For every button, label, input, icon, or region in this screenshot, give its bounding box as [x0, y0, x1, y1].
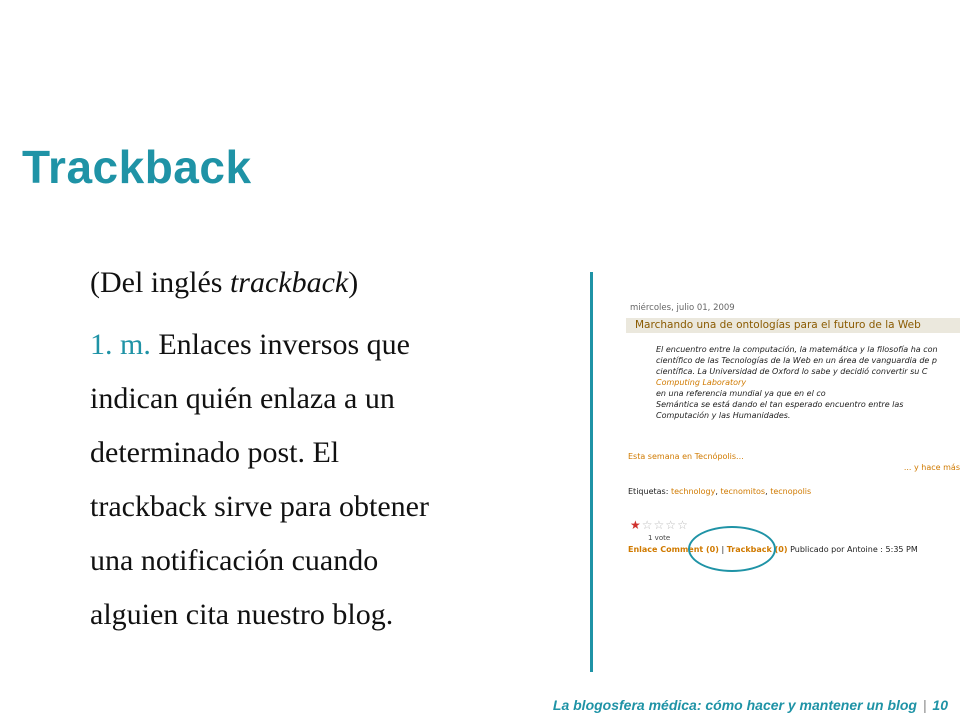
vertical-divider: [590, 272, 593, 672]
trackback-highlight-circle: [688, 526, 776, 572]
excerpt-line: Semántica se está dando el tan esperado encuentro entre las: [656, 400, 904, 409]
rating-stars[interactable]: [630, 519, 688, 531]
post-title-bar: [626, 318, 960, 333]
page-number: 10: [932, 697, 948, 713]
excerpt-line: científico de las Tecnologías de la Web en un área de vanguardia de p: [656, 356, 937, 365]
definition-line-1: [90, 318, 550, 372]
week-link[interactable]: Esta semana en Tecnópolis...: [628, 452, 744, 461]
origin-close: ): [348, 266, 359, 299]
star-icon[interactable]: ☆: [677, 518, 688, 532]
excerpt-link[interactable]: Computing Laboratory: [656, 378, 747, 387]
excerpt-line: Computación y las Humanidades.: [656, 411, 791, 420]
origin-word: trackback: [229, 266, 349, 299]
vote-count: 1 vote: [648, 534, 671, 542]
excerpt-line-rest: en una referencia mundial ya que en el co: [656, 389, 826, 398]
excerpt-line: científica. La Universidad de Oxford lo sabe y decidió convertir su C: [656, 367, 928, 376]
more-link[interactable]: ... y hace más: [903, 463, 960, 472]
excerpt-line: El encuentro entre la computación, la matemática y la filosofía ha con: [656, 345, 938, 354]
post-title[interactable]: Marchando una de ontologías para el futuro de la Web: [635, 319, 921, 331]
footer-text: La blogosfera médica: cómo hacer y mantener un blog: [552, 697, 917, 713]
footer-separator: |: [922, 697, 927, 713]
slide-footer: [553, 697, 948, 713]
definition-text: [90, 256, 550, 642]
star-icon[interactable]: ☆: [653, 518, 665, 532]
definition-line-2: indican quién enlaza a un: [90, 382, 395, 415]
origin-text: (Del inglés: [90, 266, 230, 299]
post-excerpt: [656, 344, 960, 421]
tag-link[interactable]: tecnopolis: [770, 487, 812, 496]
post-date: miércoles, julio 01, 2009: [630, 303, 735, 313]
tag-link[interactable]: tecnomitos: [720, 487, 766, 496]
comments-link[interactable]: Enlace Comment (0): [628, 545, 719, 554]
tag-link[interactable]: technology: [670, 487, 716, 496]
star-icon[interactable]: ☆: [665, 518, 677, 532]
definition-line-3: determinado post. El: [90, 436, 340, 469]
blog-screenshot: [620, 300, 960, 560]
trackback-link[interactable]: Trackback (0): [726, 545, 788, 554]
link-separator: |: [718, 545, 727, 554]
definition-line-5: una notificación cuando: [90, 544, 379, 577]
definition-text-1: Enlaces inversos que: [150, 328, 410, 361]
tags-label: Etiquetas:: [628, 487, 671, 496]
star-icon[interactable]: ★: [630, 518, 641, 532]
tags-row: Etiquetas: technology, tecnomitos, tecnopolis: [628, 487, 812, 496]
slide-title: Trackback: [22, 141, 252, 193]
definition-line-6: alguien cita nuestro blog.: [90, 598, 394, 631]
definition-origin: [90, 256, 550, 310]
excerpt-line: [656, 377, 960, 399]
definition-number: 1. m.: [90, 328, 151, 361]
star-icon[interactable]: ☆: [641, 518, 653, 532]
published-by: Publicado por Antoine : 5:35 PM: [787, 545, 918, 554]
definition-line-4: trackback sirve para obtener: [90, 490, 429, 523]
